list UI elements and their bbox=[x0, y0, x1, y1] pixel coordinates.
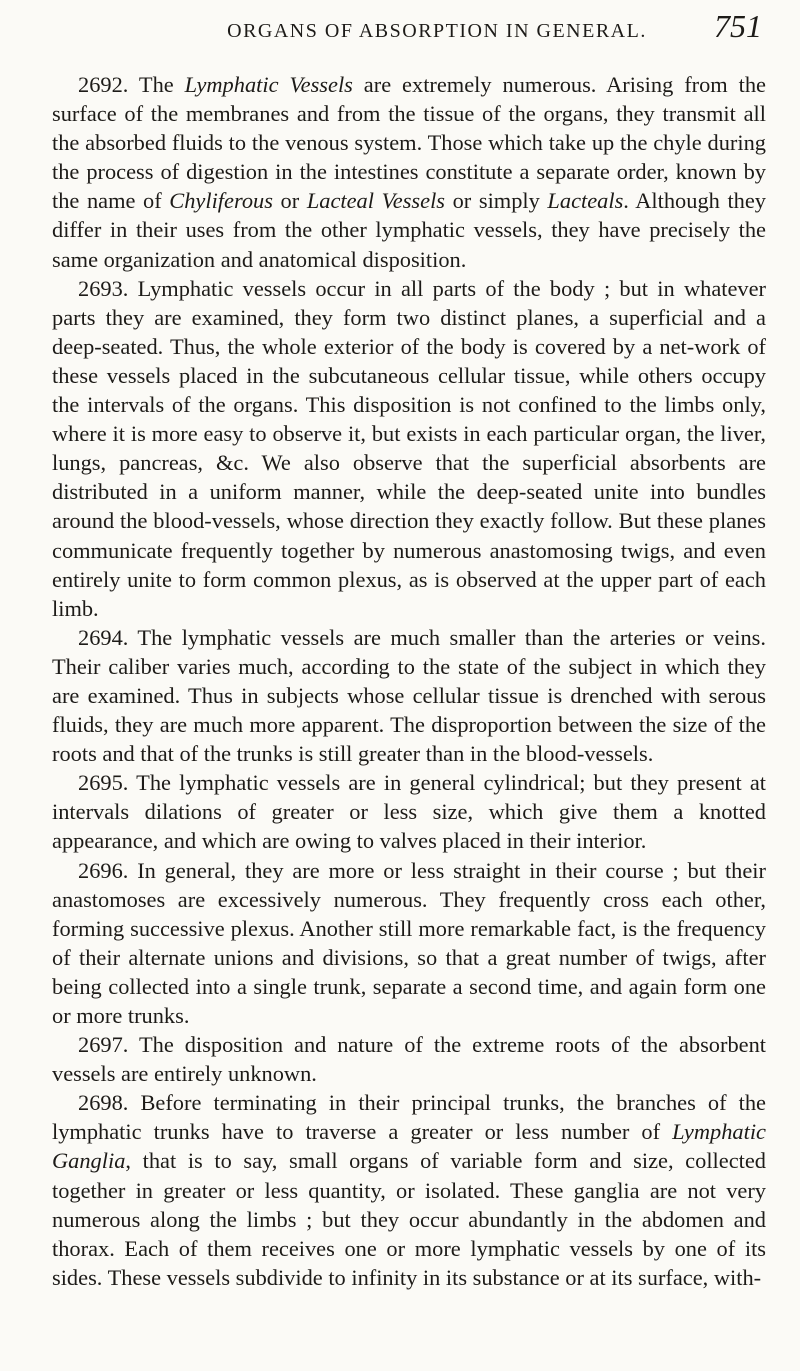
paragraph-text: Before terminating in their principal trunks, the branches of the lymphatic trunks have to traverse a greater or less number of bbox=[52, 1090, 766, 1145]
running-title: ORGANS OF ABSORPTION IN GENERAL. bbox=[227, 20, 647, 42]
paragraph-2696 bbox=[52, 856, 766, 1031]
paragraph-2695 bbox=[52, 768, 766, 855]
paragraph-2693 bbox=[52, 274, 766, 623]
italic-term: Lymphatic Vessels bbox=[184, 72, 353, 97]
body-text bbox=[52, 70, 766, 1292]
paragraph-number: 2696. bbox=[78, 857, 129, 883]
paragraph-number: 2697. bbox=[78, 1032, 129, 1058]
italic-term: Chyliferous bbox=[169, 188, 273, 214]
paragraph-number: 2698. bbox=[78, 1090, 129, 1116]
paragraph-text: The lymphatic vessels are in general cylindrical; but they present at intervals dilations of greater or less size, which give them a knotted appearance, and which are owing to valves placed in their interior. bbox=[52, 770, 766, 854]
paragraph-number: 2693. bbox=[78, 275, 129, 301]
paragraph-text: The bbox=[128, 72, 185, 97]
paragraph-2694 bbox=[52, 623, 766, 768]
paragraph-2692 bbox=[52, 70, 766, 274]
paragraph-text: Lymphatic vessels occur in all parts of the body ; but in whatever parts they are examined, they form two distinct planes, a superficial and a deep-seated. Thus, the whole exterior of the body is covered by a net-work of these vessels placed in the subcutaneous cellular tissue, while others occupy the intervals of the organs. This disposition is not confined to the limbs only, where it is more easy to observe it, but exists in each particular organ, the liver, lungs, pancreas, &c. We also observe that the superficial absorbents are distributed in a uniform manner, while the deep-seated unite into bundles around the blood-vessels, whose direction they exactly follow. But these planes communicate frequently together by numerous anastomosing twigs, and even entirely unite to form common plexus, as is observed at the upper part of each limb. bbox=[52, 275, 766, 621]
paragraph-text: In general, they are more or less straight in their course ; but their anastomoses are excessively numerous. They frequently cross each other, forming successive plexus. Another still more remarkable fact, is the frequency of their alternate unions and divisions, so that a great number of twigs, after being collected into a single trunk, separate a second time, and again form one or more trunks. bbox=[52, 857, 766, 1028]
paragraph-2698 bbox=[52, 1088, 766, 1292]
italic-term: Lacteal Vessels bbox=[306, 188, 446, 214]
paragraph-text: The disposition and nature of the extreme roots of the absorbent vessels are entirely unknown. bbox=[52, 1032, 766, 1087]
paragraph-number: 2692. bbox=[78, 72, 129, 97]
paragraph-text: or bbox=[272, 188, 307, 214]
paragraph-2697 bbox=[52, 1030, 766, 1088]
paragraph-text: The lymphatic vessels are much smaller than the arteries or veins. Their caliber varies much, according to the state of the subject in which they are examined. Thus in subjects whose cellular tissue is drenched with serous fluids, they are much more apparent. The disproportion between the size of the roots and that of the trunks is still greater than in the blood-vessels. bbox=[52, 624, 766, 767]
paragraph-text: , that is to say, small organs of variable form and size, collected together in greater or less quantity, or isolated. These ganglia are not very numerous along the limbs ; but they occur abundantly in the abdomen and thorax. Each of them receives one or more lymphatic vessels by one of its sides. These vessels subdivide to infinity in its substance or at its surface, with- bbox=[52, 1148, 766, 1290]
italic-term: Lacteals bbox=[547, 188, 624, 214]
paragraph-text: or simply bbox=[445, 188, 548, 214]
page-number: 751 bbox=[714, 8, 762, 44]
paragraph-number: 2694. bbox=[78, 624, 129, 650]
paragraph-number: 2695. bbox=[78, 770, 129, 796]
paragraph-text: . Although they differ in their uses from the other lymphatic vessels, they have precisely the same organization and anatomical disposition. bbox=[52, 188, 766, 272]
running-head bbox=[52, 6, 762, 52]
italic-term: Lymphatic Ganglia bbox=[52, 1119, 766, 1174]
paragraph-text: are extremely numerous. Arising from the surface of the membranes and from the tissue of the organs, they transmit all the absorbed fluids to the venous system. Those which take up the chyle during the process of digestion in the intestines constitute a separate order, known by the name of bbox=[52, 72, 766, 214]
